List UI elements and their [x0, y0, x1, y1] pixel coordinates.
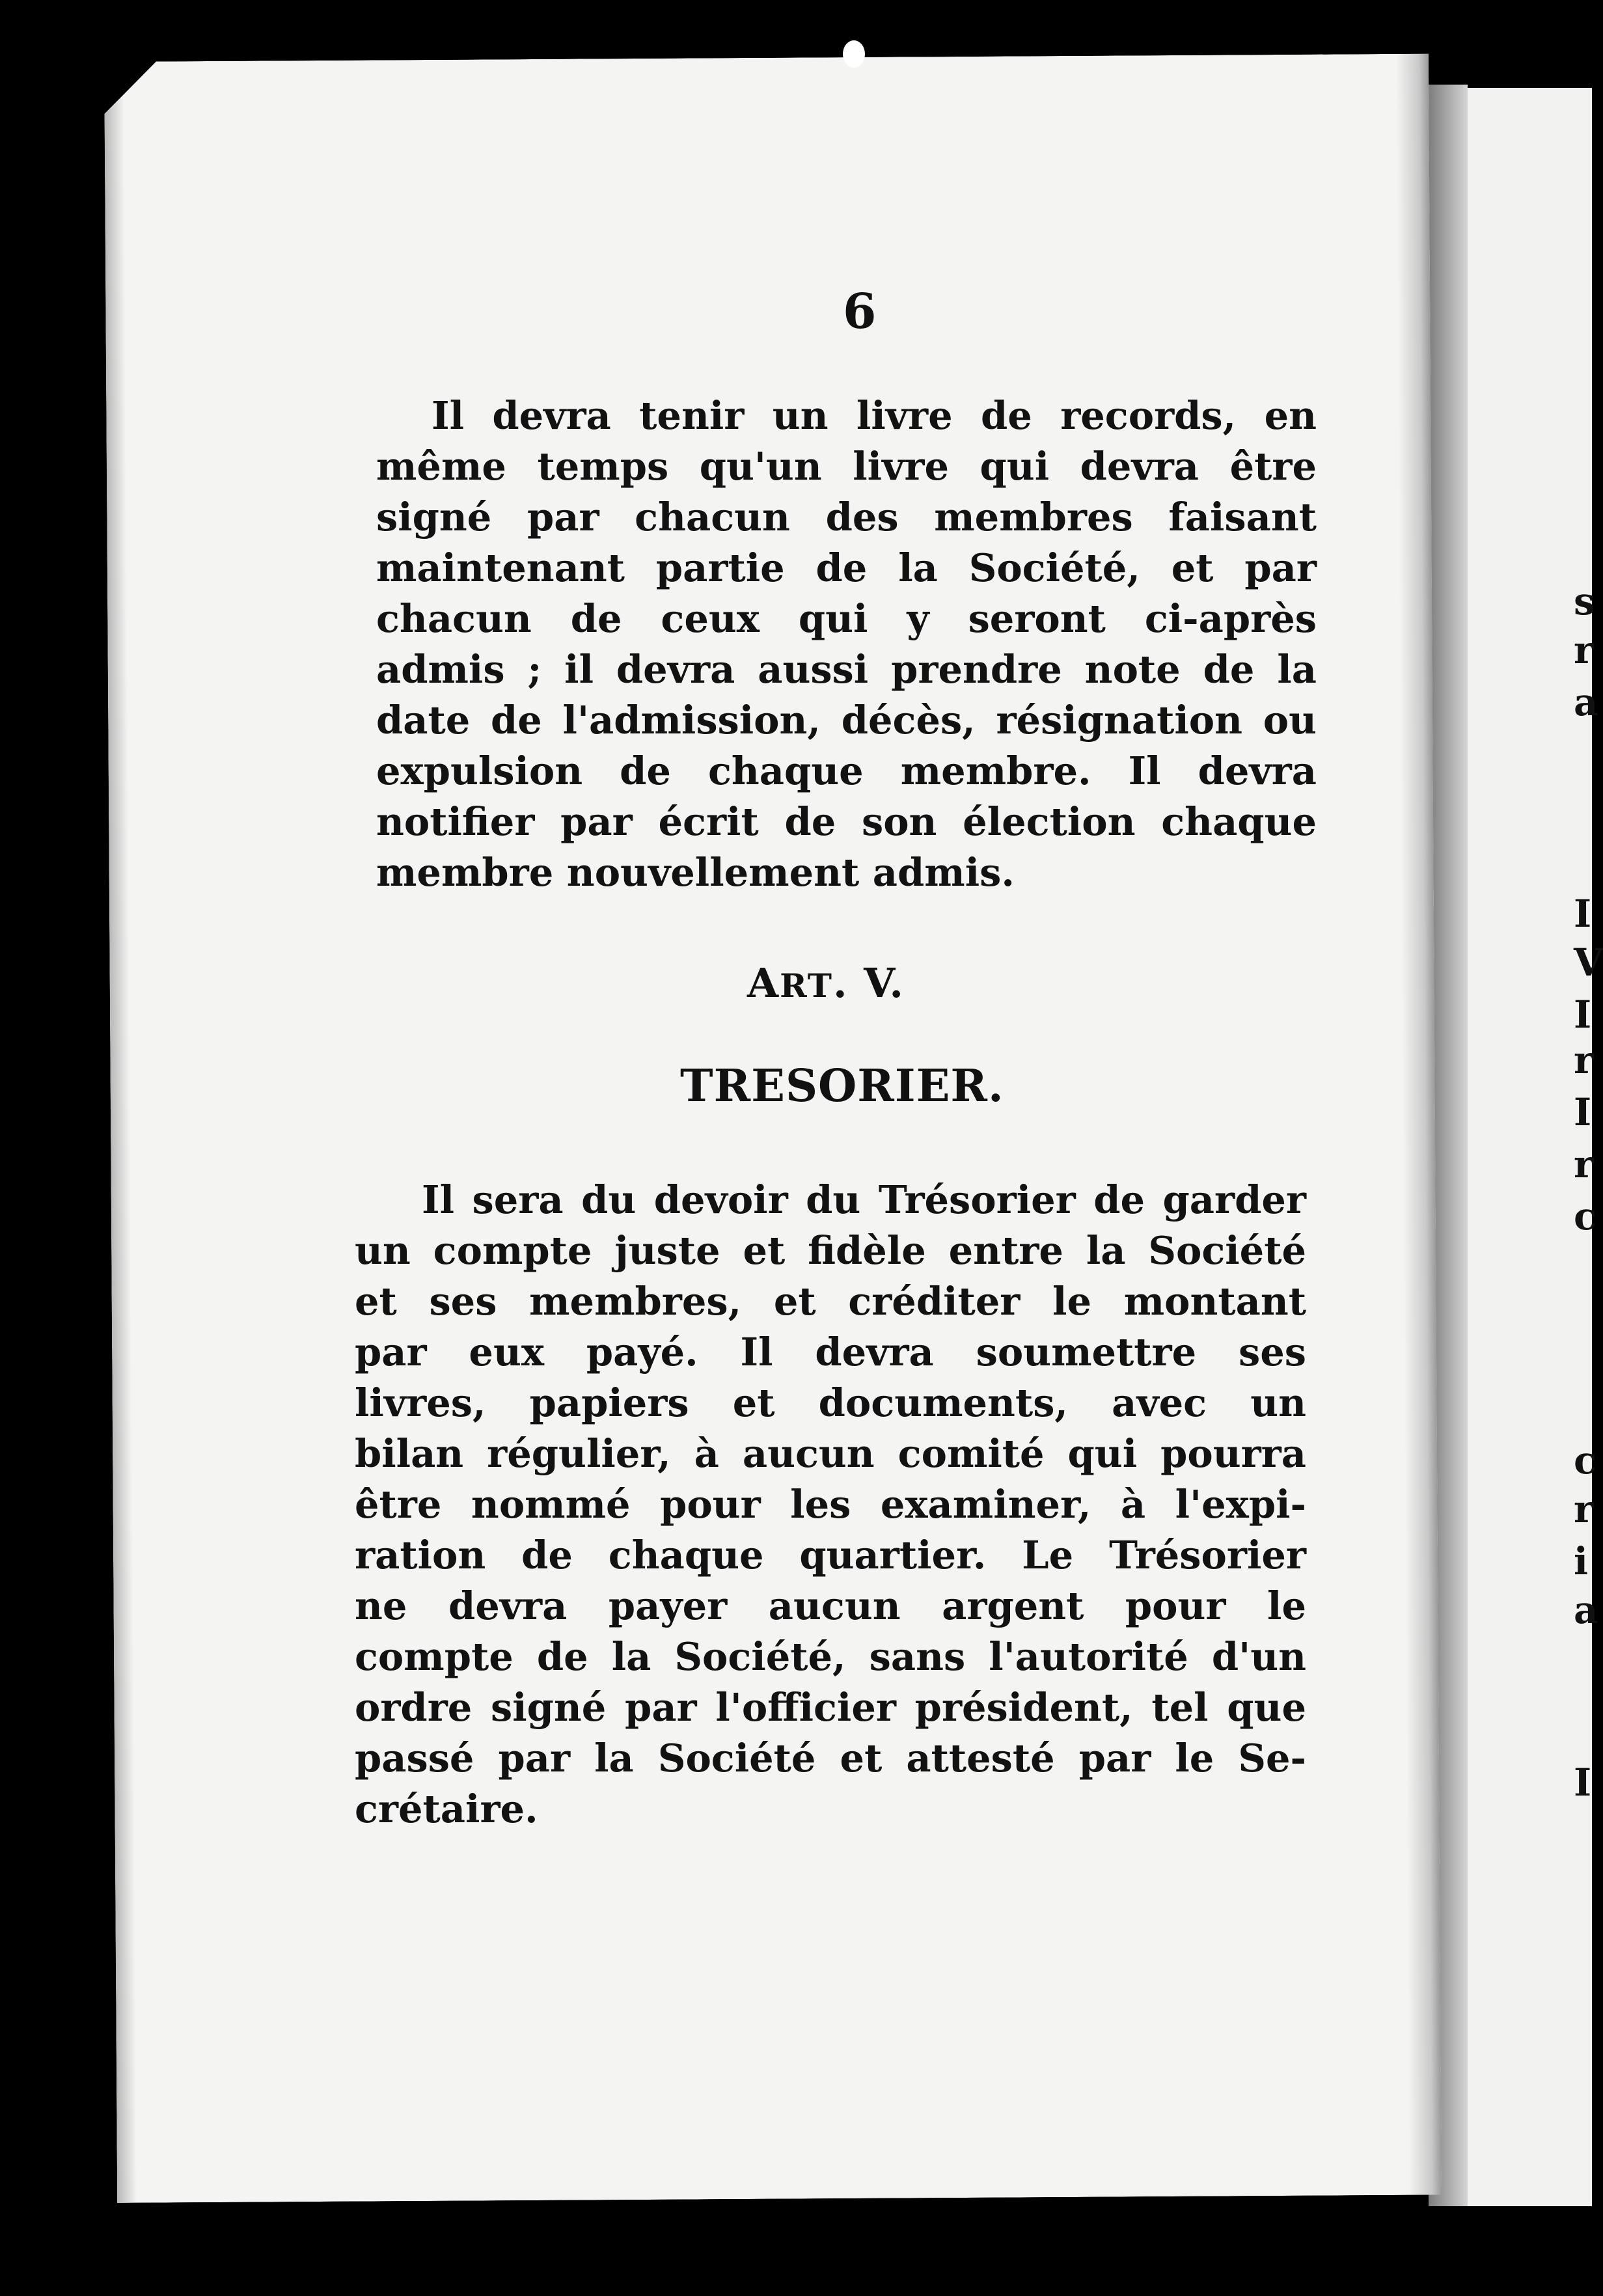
- text-line: même temps qu'un livre qui devra être: [376, 444, 1317, 489]
- facing-page-glyph: c: [1574, 1438, 1597, 1483]
- article-label-smallcaps: RT: [780, 966, 833, 1005]
- facing-page-glyph: a: [1574, 1588, 1598, 1632]
- text-line: bilan régulier, à aucun comité qui pourra: [355, 1431, 1306, 1476]
- facing-page-glyph: I: [1574, 1760, 1592, 1805]
- text-line: un compte juste et fidèle entre la Société: [355, 1228, 1306, 1273]
- page-number: 6: [843, 284, 877, 340]
- text-line: notifier par écrit de son élection chaque: [376, 799, 1317, 844]
- text-line: date de l'admission, décès, résignation ou: [376, 698, 1317, 743]
- paragraph-secretary-duties: [376, 390, 1317, 898]
- facing-page-glyph: r: [1574, 1038, 1594, 1082]
- article-label-initial: A: [747, 959, 780, 1007]
- facing-page-glyph: I: [1574, 1090, 1592, 1134]
- text-line: par eux payé. Il devra soumettre ses: [355, 1330, 1306, 1374]
- text-line: crétaire.: [355, 1786, 538, 1831]
- facing-page-glyph: r: [1574, 628, 1594, 672]
- facing-page-glyph: c: [1574, 1194, 1597, 1238]
- facing-page-glyph: r: [1574, 1142, 1594, 1186]
- facing-page-glyph: r: [1574, 1487, 1594, 1531]
- facing-page-glyph: I: [1574, 992, 1592, 1037]
- article-number: . V.: [833, 959, 905, 1007]
- text-line: ne devra payer aucun argent pour le: [355, 1583, 1306, 1628]
- paragraph-treasurer-duties: [355, 1175, 1306, 1835]
- facing-page-glyph: i: [1574, 1539, 1589, 1583]
- text-line: passé par la Société et attesté par le Se-: [355, 1736, 1306, 1781]
- text-line: ration de chaque quartier. Le Trésorier: [355, 1533, 1306, 1578]
- text-line: maintenant partie de la Société, et par: [376, 545, 1317, 590]
- facing-page-glyph: I: [1574, 892, 1592, 936]
- scan-hole: [843, 40, 865, 68]
- text-line: Il sera du devoir du Trésorier de garder: [422, 1177, 1306, 1222]
- text-line: être nommé pour les examiner, à l'expi-: [355, 1482, 1306, 1527]
- text-line: Il devra tenir un livre de records, en: [432, 393, 1317, 438]
- article-title: TRESORIER.: [680, 1060, 1004, 1112]
- text-line: signé par chacun des membres faisant: [376, 495, 1317, 540]
- text-line: ordre signé par l'officier président, tel que: [355, 1685, 1306, 1730]
- article-heading: [747, 959, 905, 1007]
- facing-page-glyph: s: [1574, 579, 1595, 623]
- text-line: et ses membres, et créditer le montant: [355, 1279, 1306, 1324]
- document-page: [104, 54, 1442, 2203]
- text-line: membre nouvellement admis.: [376, 850, 1015, 895]
- text-line: livres, papiers et documents, avec un: [355, 1380, 1306, 1425]
- text-line: compte de la Société, sans l'autorité d'un: [355, 1634, 1306, 1679]
- text-line: admis ; il devra aussi prendre note de la: [376, 647, 1317, 692]
- facing-page-glyph: a: [1574, 680, 1598, 724]
- text-line: expulsion de chaque membre. Il devra: [376, 748, 1317, 793]
- text-line: chacun de ceux qui y seront ci-après: [376, 596, 1317, 641]
- facing-page-glyph: V: [1574, 940, 1603, 985]
